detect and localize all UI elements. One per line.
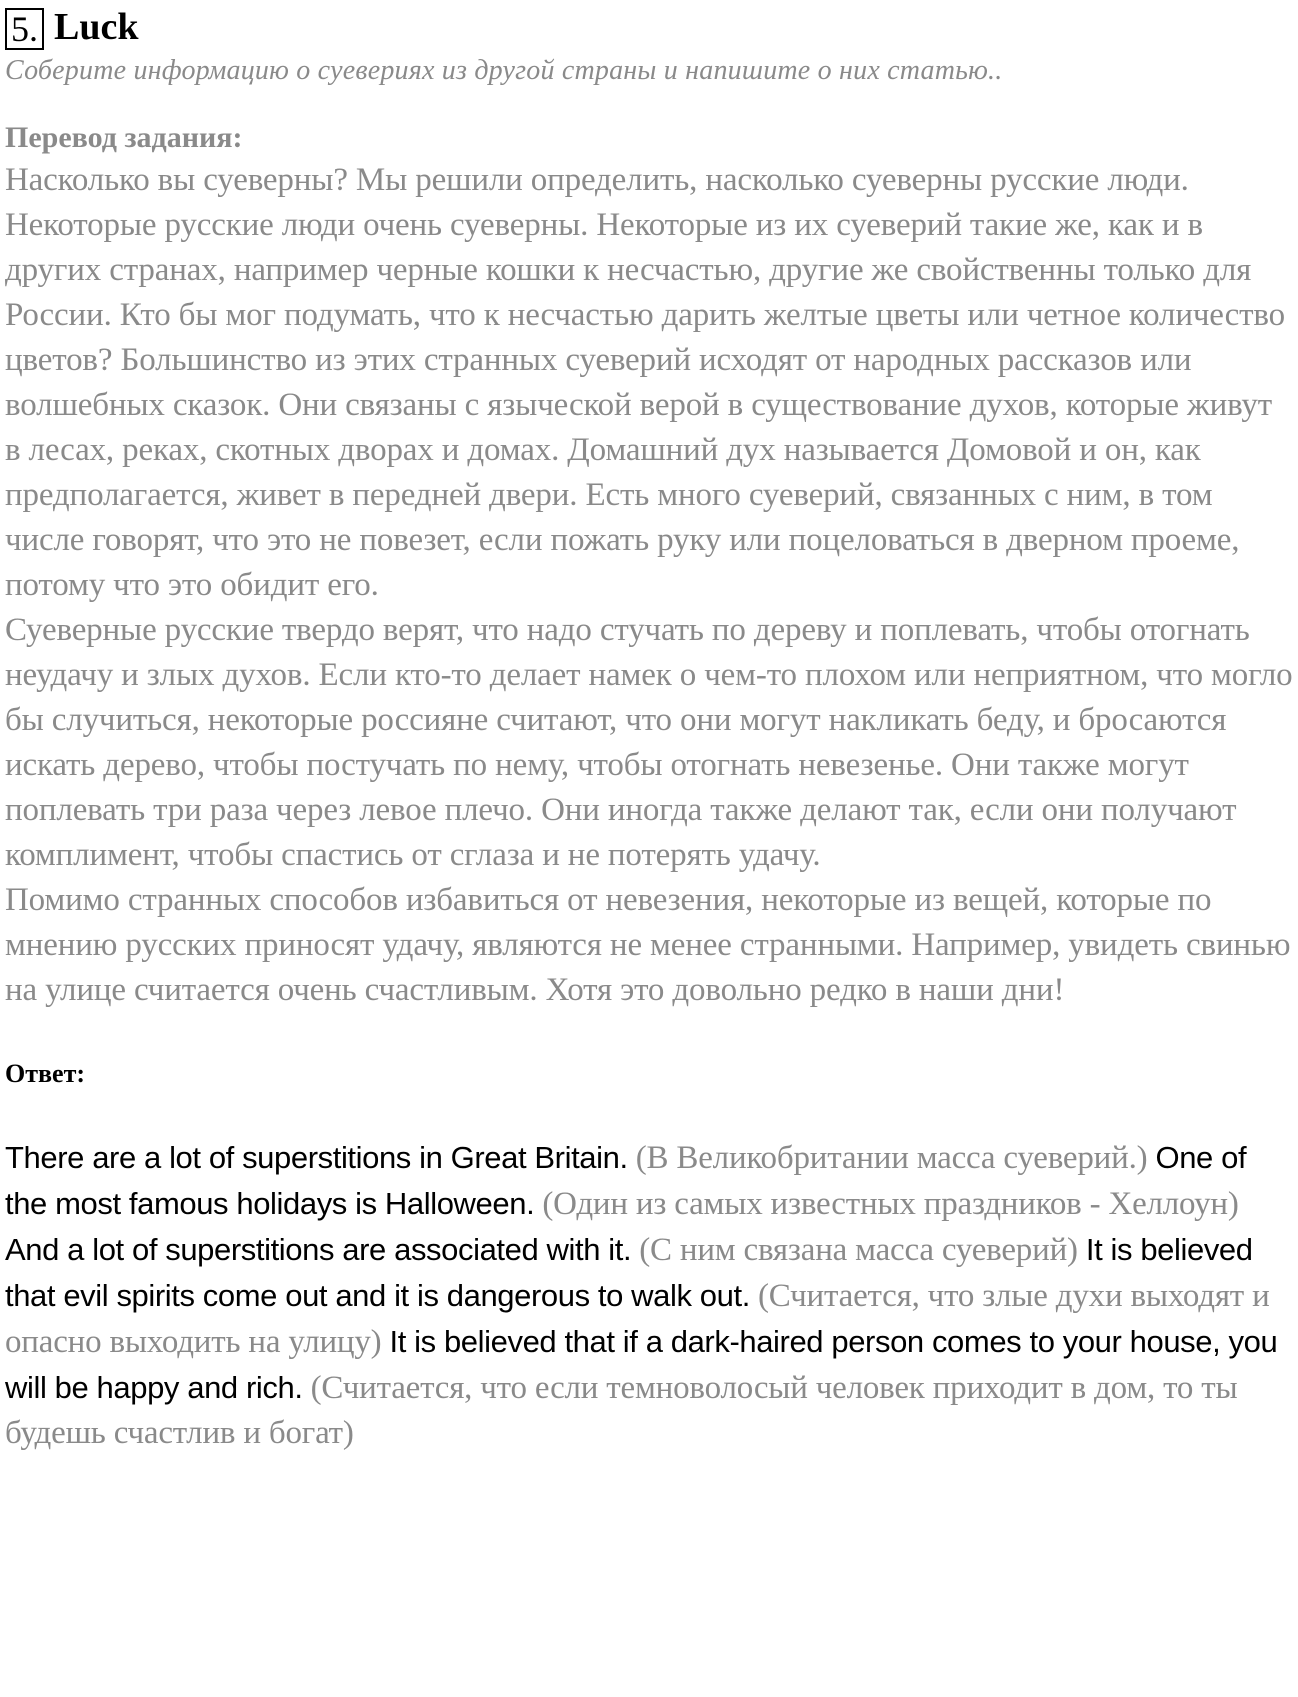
- answer-heading: Ответ:: [5, 1059, 86, 1088]
- translation-heading: Перевод задания:: [5, 121, 243, 154]
- answer-english-sentence: There are a lot of superstitions in Great Britain.: [5, 1140, 628, 1175]
- answer-russian-translation: (В Великобритании масса суеверий.): [635, 1140, 1148, 1176]
- translation-paragraph: Некоторые русские люди очень суеверны. Некоторые из их суеверий такие же, как и в других странах, например черные кошки к несчастью, другие же свойственны только для России. Кто бы мог подумать, что к несчастью дарить желтые цветы или четное количество цветов? Большинство из этих странных суеверий исходят от народных рассказов или волшебных сказок. Они связаны с языческой верой в существование духов, которые живут в лесах, реках, скотных дворах и домах. Домашний дух называется Домовой и он, как предполагается, живет в передней двери. Есть много суеверий, связанных с ним, в том числе говорят, что это не повезет, если пожать руку или поцеловаться в дверном проеме, потому что это обидит его.: [5, 207, 1285, 603]
- answer-english-sentence: It is believed that evil spirits come out and it is dangerous to walk out.: [5, 1232, 1253, 1313]
- translation-text: [5, 158, 1293, 1013]
- document-page: [5, 0, 1293, 1456]
- answer-english-sentence: It is believed that if a dark-haired person comes to your house, you will be happy and rich.: [5, 1324, 1278, 1405]
- translation-paragraph: Насколько вы суеверны? Мы решили определить, насколько суеверны русские люди.: [5, 162, 1189, 198]
- task-instruction: Соберите информацию о суевериях из другой страны и напишите о них статью..: [5, 55, 1003, 86]
- answer-russian-translation: (Считается, что если темноволосый человек приходит в дом, то ты будешь счастлив и богат): [5, 1370, 1238, 1451]
- exercise-number: 5.: [5, 8, 44, 50]
- answer-english-sentence: One of the most famous holidays is Halloween.: [5, 1140, 1247, 1221]
- answer-russian-translation: (С ним связана масса суеверий): [639, 1232, 1078, 1268]
- answer-english-sentence: And a lot of superstitions are associated with it.: [5, 1232, 632, 1267]
- translation-paragraph: Помимо странных способов избавиться от невезения, некоторые из вещей, которые по мнению русских приносят удачу, являются не менее странными. Например, увидеть свинью на улице считается очень счастливым. Хотя это довольно редко в наши дни!: [5, 882, 1291, 1008]
- answer-text: [5, 1135, 1293, 1456]
- translation-paragraph: Суеверные русские твердо верят, что надо стучать по дереву и поплевать, чтобы отогнать неудачу и злых духов. Если кто-то делает намек о чем-то плохом или неприятном, что могло бы случиться, некоторые россияне считают, что они могут накликать беду, и бросаются искать дерево, чтобы постучать по нему, чтобы отогнать невезенье. Они также могут поплевать три раза через левое плечо. Они иногда также делают так, если они получают комплимент, чтобы спастись от сглаза и не потерять удачу.: [5, 612, 1293, 873]
- exercise-title: Luck: [54, 6, 139, 48]
- answer-russian-translation: (Один из самых известных праздников - Хеллоун): [542, 1186, 1239, 1222]
- exercise-header: [5, 0, 1293, 52]
- answer-russian-translation: (Считается, что злые духи выходят и опасно выходить на улицу): [5, 1278, 1270, 1360]
